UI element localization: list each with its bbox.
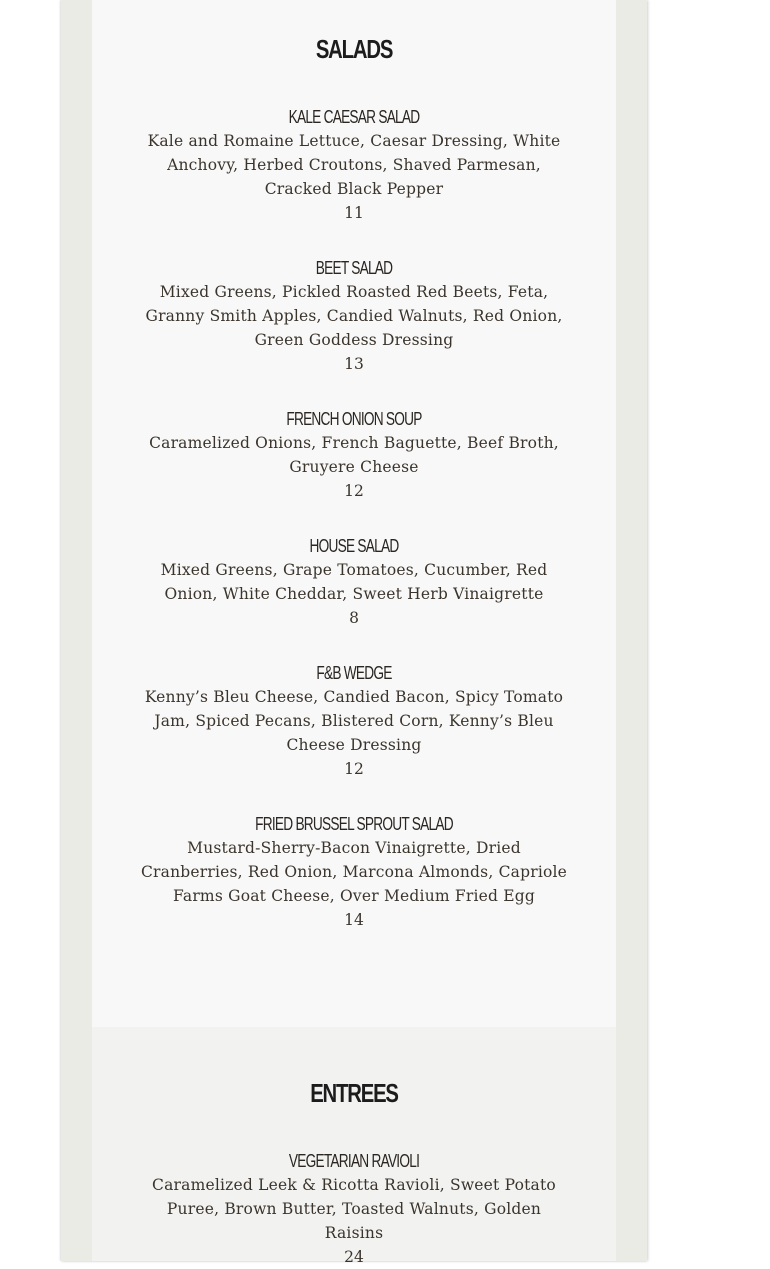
item-price: 8 (349, 609, 359, 627)
item-description: Kale and Romaine Lettuce, Caesar Dressing, White Anchovy, Herbed Croutons, Shaved Parmesan, Cracked Black Pepper (147, 132, 561, 198)
menu-item-fried-brussel-sprout-salad (132, 812, 576, 932)
menu-item-vegetarian-ravioli (132, 1149, 576, 1269)
item-name: BEET SALAD (315, 258, 393, 278)
item-price: 24 (344, 1248, 364, 1266)
item-description: Mixed Greens, Pickled Roasted Red Beets, Feta, Granny Smith Apples, Candied Walnuts, Red Onion, Green Goddess Dressing (145, 283, 563, 349)
salads-section (92, 0, 616, 1027)
menu-item-beet-salad (132, 256, 576, 376)
item-description: Caramelized Leek & Ricotta Ravioli, Sweet Potato Puree, Brown Butter, Toasted Walnuts, Golden Raisins (152, 1176, 556, 1242)
item-description: Mixed Greens, Grape Tomatoes, Cucumber, Red Onion, White Cheddar, Sweet Herb Vinaigrette (160, 561, 548, 603)
item-name: FRIED BRUSSEL SPROUT SALAD (255, 814, 453, 834)
item-name: HOUSE SALAD (309, 536, 399, 556)
item-price: 12 (344, 760, 364, 778)
item-name: F&B WEDGE (316, 663, 392, 683)
item-description: Kenny’s Bleu Cheese, Candied Bacon, Spicy Tomato Jam, Spiced Pecans, Blistered Corn, Kenny’s Bleu Cheese Dressing (144, 688, 564, 754)
item-price: 13 (344, 355, 364, 373)
section-title-salads: SALADS (315, 34, 393, 64)
item-price: 14 (344, 911, 364, 929)
item-name: FRENCH ONION SOUP (286, 409, 422, 429)
menu-item-french-onion-soup (132, 407, 576, 503)
item-price: 12 (344, 482, 364, 500)
item-description: Mustard-Sherry-Bacon Vinaigrette, Dried Cranberries, Red Onion, Marcona Almonds, Capriole Farms Goat Cheese, Over Medium Fried Egg (140, 839, 568, 905)
item-description: Caramelized Onions, French Baguette, Beef Broth, Gruyere Cheese (149, 434, 559, 476)
item-name: VEGETARIAN RAVIOLI (288, 1151, 420, 1171)
item-name: KALE CAESAR SALAD (288, 107, 420, 127)
entrees-section (92, 1027, 616, 1266)
menu-item-house-salad (132, 534, 576, 630)
menu-item-fb-wedge (132, 661, 576, 781)
section-title-entrees: ENTREES (310, 1078, 398, 1108)
item-price: 11 (344, 204, 364, 222)
menu-item-kale-caesar-salad (132, 105, 576, 225)
